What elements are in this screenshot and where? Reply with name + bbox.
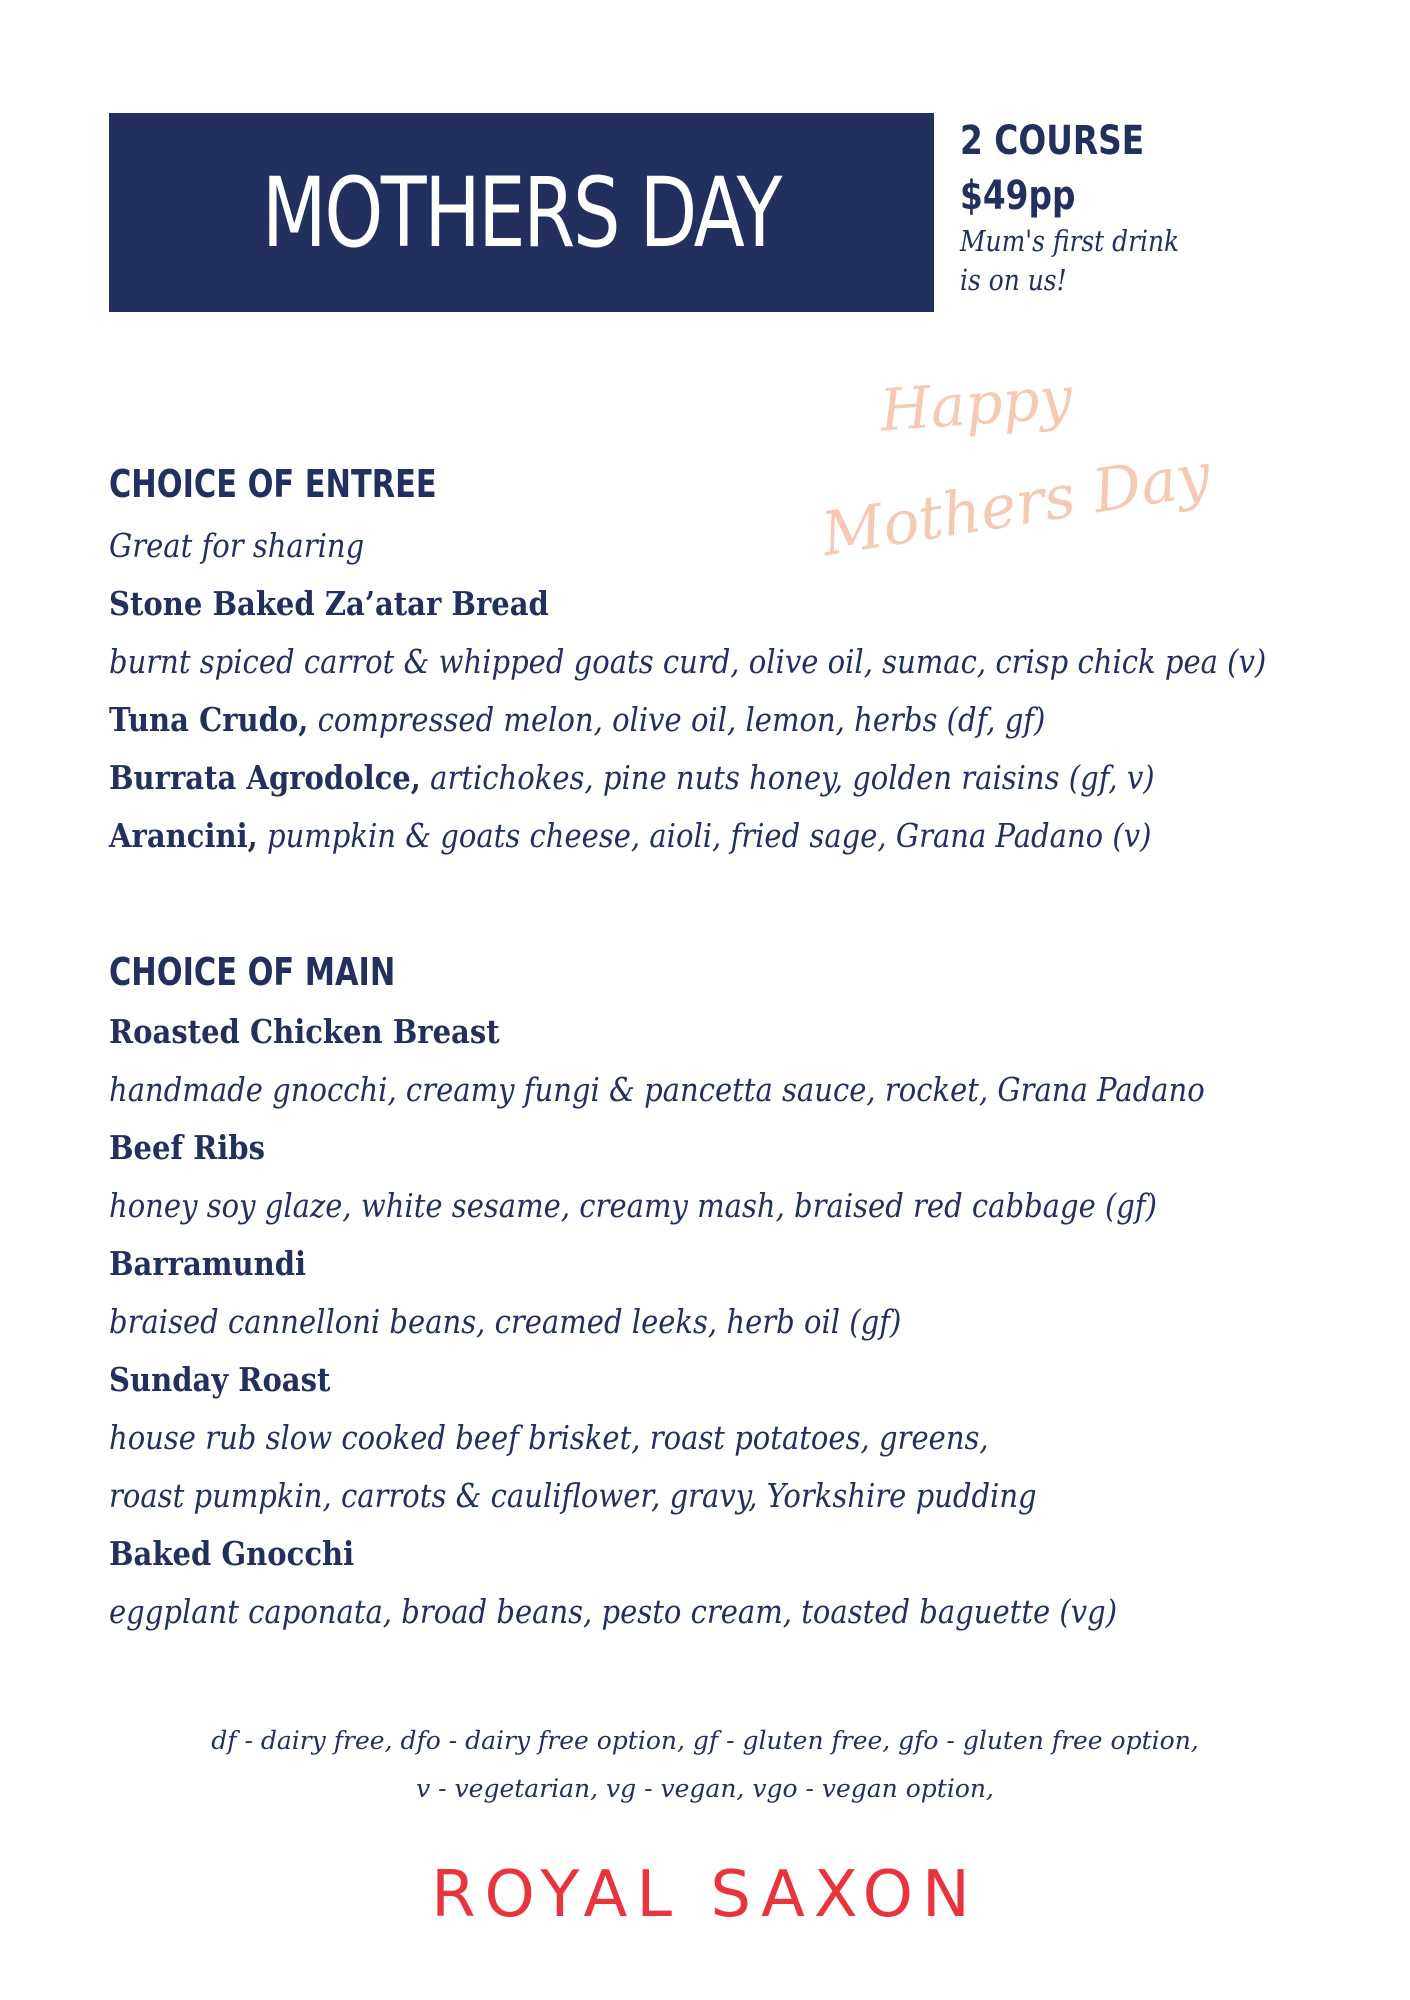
main-item-desc: handmade gnocchi, creamy fungi & pancetta sauce, rocket, Grana Padano [109, 1070, 1205, 1109]
main-item-desc: eggplant caponata, broad beans, pesto cream, toasted baguette (vg) [109, 1592, 1118, 1631]
entree-item-name: Burrata Agrodolce, [109, 758, 421, 797]
entree-item-name: Tuna Crudo, [109, 700, 309, 739]
main-heading: CHOICE OF MAIN [109, 950, 396, 994]
entree-heading: CHOICE OF ENTREE [109, 462, 437, 506]
main-item-name: Beef Ribs [109, 1128, 265, 1167]
entree-item-desc: burnt spiced carrot & whipped goats curd, olive oil, sumac, crisp chick pea (v) [109, 642, 1267, 681]
price-label: $49pp [960, 173, 1076, 219]
entree-item-name: Stone Baked Za’atar Bread [109, 584, 549, 623]
drink-offer-line-2: is on us! [960, 263, 1067, 297]
entree-item-desc: compressed melon, olive oil, lemon, herbs (df, gf) [317, 700, 1046, 739]
main-item-desc: honey soy glaze, white sesame, creamy mash, braised red cabbage (gf) [109, 1186, 1157, 1225]
entree-item [109, 758, 1155, 797]
entree-item-desc: artichokes, pine nuts honey, golden raisins (gf, v) [430, 758, 1155, 797]
dietary-legend-line-2: v - vegetarian, vg - vegan, vgo - vegan option, [416, 1774, 994, 1803]
main-item-name: Baked Gnocchi [109, 1534, 355, 1573]
title-banner [109, 113, 934, 312]
main-item-desc: house rub slow cooked beef brisket, roast potatoes, greens, [109, 1418, 989, 1457]
course-label: 2 COURSE [960, 118, 1145, 164]
dietary-legend-line-1: df - dairy free, dfo - dairy free option, gf - gluten free, gfo - gluten free option, [211, 1726, 1199, 1755]
entree-item-name: Arancini, [109, 816, 258, 855]
entree-item-desc: pumpkin & goats cheese, aioli, fried sage, Grana Padano (v) [266, 816, 1152, 855]
happy-script: Happy [877, 363, 1075, 445]
drink-offer-line-1: Mum's first drink [960, 224, 1180, 258]
main-item-name: Roasted Chicken Breast [109, 1012, 500, 1051]
brand-logo: ROYAL SAXON [431, 1858, 979, 1932]
entree-subheading: Great for sharing [109, 526, 365, 565]
main-item-name: Barramundi [109, 1244, 307, 1283]
entree-item [109, 816, 1151, 855]
main-item-desc: braised cannelloni beans, creamed leeks, herb oil (gf) [109, 1302, 902, 1341]
main-item-desc: roast pumpkin, carrots & cauliflower, gravy, Yorkshire pudding [109, 1476, 1037, 1515]
page-title: MOTHERS DAY [262, 156, 781, 269]
mothers-day-script: Mothers Day [816, 439, 1216, 571]
main-item-name: Sunday Roast [109, 1360, 331, 1399]
drink-offer [960, 222, 1184, 300]
entree-item [109, 700, 1045, 739]
